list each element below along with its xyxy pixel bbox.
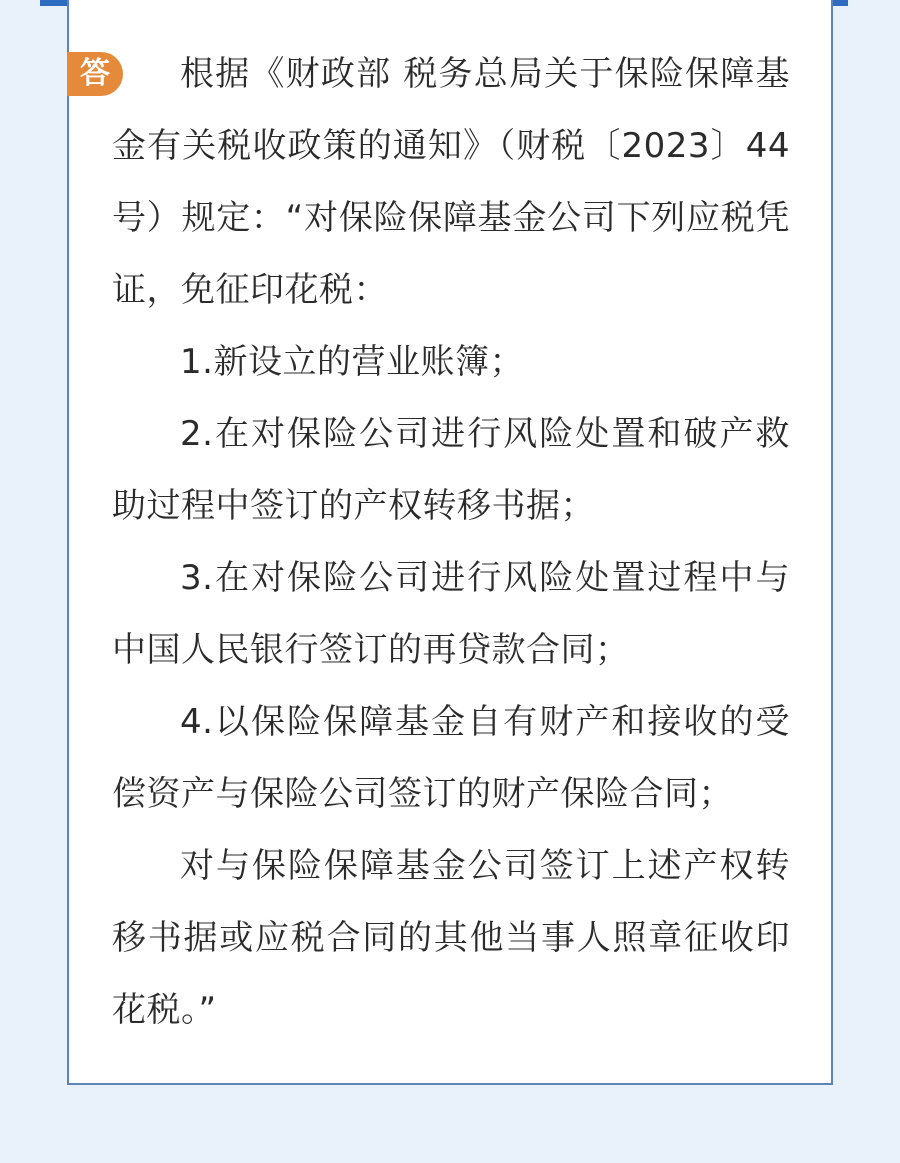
answer-content xyxy=(112,38,790,1046)
paragraph-item-1: 1.新设立的营业账簿； xyxy=(180,342,524,382)
paragraph-item-2: 2.在对保险公司进行风险处置和破产救助过程中签订的产权转移书据； xyxy=(112,414,790,526)
paragraph-closing: 对与保险保障基金公司签订上述产权转移书据或应税合同的其他当事人照章征收印花税。” xyxy=(112,846,790,1030)
paragraph-item-3: 3.在对保险公司进行风险处置过程中与中国人民银行签订的再贷款合同； xyxy=(112,558,790,670)
paragraph-item-4: 4.以保险保障基金自有财产和接收的受偿资产与保险公司签订的财产保险合同； xyxy=(112,702,790,814)
paragraph-intro: 根据《财政部 税务总局关于保险保障基金有关税收政策的通知》（财税〔2023〕44号）规定：“对保险保障基金公司下列应税凭证，免征印花税： xyxy=(112,54,790,310)
answer-badge: 答 xyxy=(67,52,123,96)
